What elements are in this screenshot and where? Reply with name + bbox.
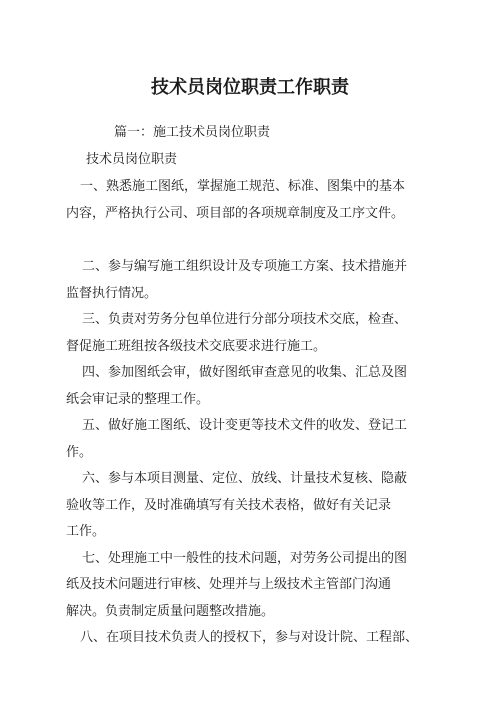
paragraph-line: 监督执行情况。 <box>66 286 158 301</box>
paragraph-line: 纸会审记录的整理工作。 <box>66 392 210 407</box>
paragraph-line: 七、处理施工中一般性的技术问题，对劳务公司提出的图 <box>82 551 408 566</box>
paragraph-line: 二、参与编写施工组织设计及专项施工方案、技术措施并 <box>82 259 408 274</box>
paragraph-line: 五、做好施工图纸、设计变更等技术文件的收发、登记工 <box>82 418 408 433</box>
paragraph-line: 督促施工班组按各级技术交底要求进行施工。 <box>66 339 327 354</box>
paragraph-line: 作。 <box>66 445 93 460</box>
paragraph-line: 纸及技术问题进行审核、处理并与上级技术主管部门沟通 <box>66 577 392 592</box>
document-title: 技术员岗位职责工作职责 <box>151 77 349 98</box>
paragraph-line: 一、熟悉施工图纸，掌握施工规范、标准、图集中的基本 <box>80 179 406 194</box>
paragraph-line: 八、在项目技术负责人的授权下，参与对设计院、工程部、 <box>80 630 419 645</box>
paragraph-line: 六、参与本项目测量、定位、放线、计量技术复核、隐蔽 <box>82 471 408 486</box>
paragraph-line: 三、负责对劳务分包单位进行分部分项技术交底，检查、 <box>82 312 408 327</box>
paragraph-line: 解决。负责制定质量问题整改措施。 <box>66 604 275 619</box>
section-heading: 篇一：施工技术员岗位职责 <box>114 125 271 140</box>
subheading: 技术员岗位职责 <box>86 152 178 167</box>
paragraph-line: 内容，严格执行公司、项目部的各项规章制度及工序文件。 <box>66 206 405 221</box>
paragraph-line: 四、参加图纸会审，做好图纸审查意见的收集、汇总及图 <box>82 365 408 380</box>
paragraph-line: 工作。 <box>66 524 106 539</box>
paragraph-line: 验收等工作，及时准确填写有关技术表格，做好有关记录 <box>66 498 392 513</box>
